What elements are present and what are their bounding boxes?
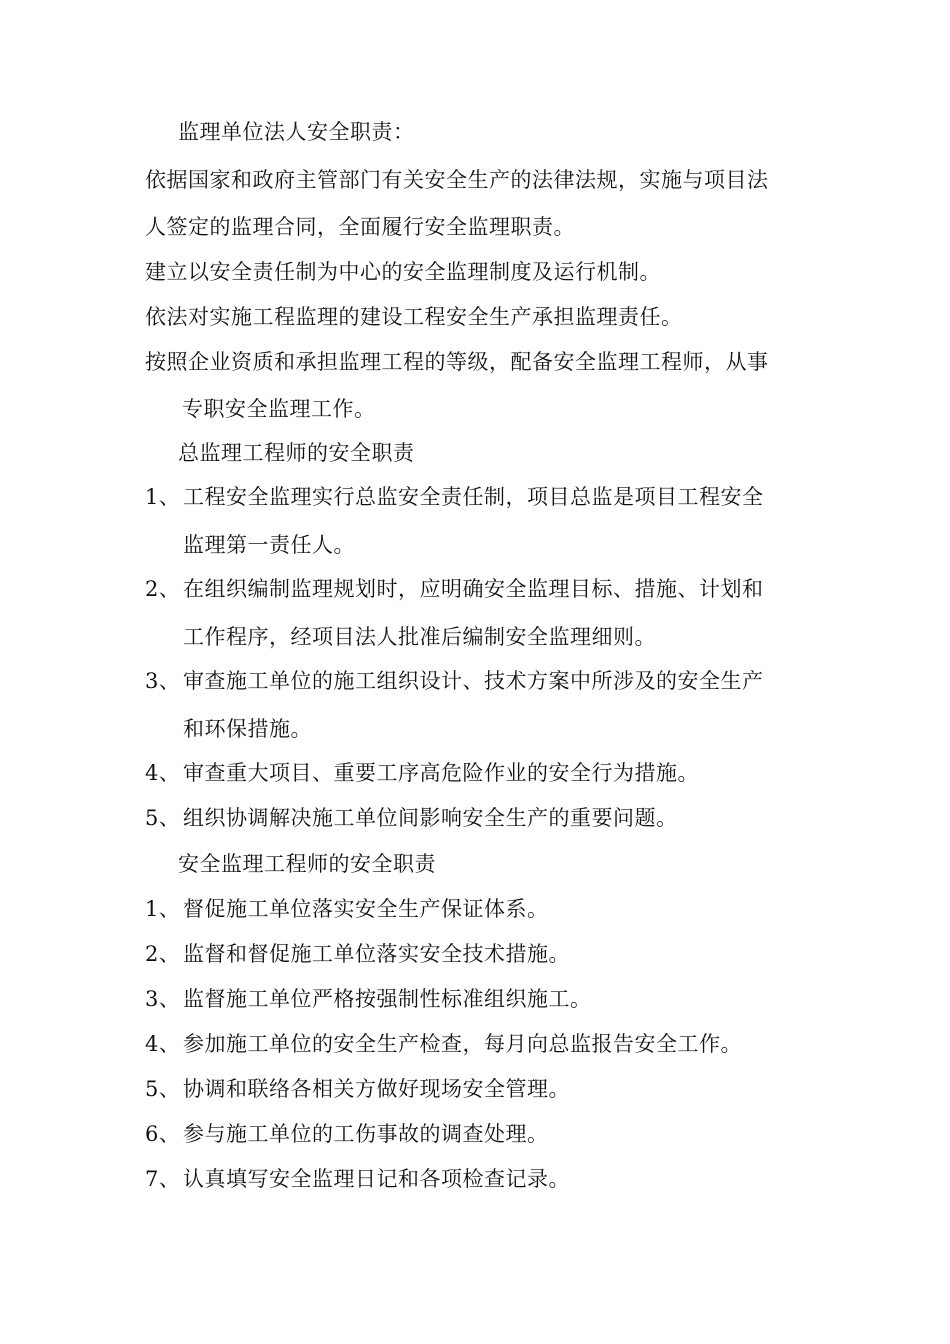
list-number: 3、	[145, 669, 181, 693]
list-item-text: 审查重大项目、重要工序高危险作业的安全行为措施。	[183, 761, 699, 785]
section3-item-5	[145, 1075, 570, 1103]
list-item-text: 组织协调解决施工单位间影响安全生产的重要问题。	[183, 806, 678, 830]
list-item-text: 协调和联络各相关方做好现场安全管理。	[183, 1077, 570, 1101]
list-item-text: 在组织编制监理规划时，应明确安全监理目标、措施、计划和	[183, 577, 764, 601]
section3-item-1	[145, 895, 549, 923]
section2-item-3-cont: 和环保措施。	[183, 717, 312, 741]
section3-item-7	[145, 1165, 570, 1193]
list-item-text: 督促施工单位落实安全生产保证体系。	[183, 897, 549, 921]
section2-item-2-cont: 工作程序，经项目法人批准后编制安全监理细则。	[183, 625, 656, 649]
list-item-text: 监督施工单位严格按强制性标准组织施工。	[183, 987, 592, 1011]
section1-para2: 建立以安全责任制为中心的安全监理制度及运行机制。	[145, 260, 661, 284]
section1-para1-line1: 依据国家和政府主管部门有关安全生产的法律法规，实施与项目法	[145, 168, 769, 192]
list-item-text: 审查施工单位的施工组织设计、技术方案中所涉及的安全生产	[183, 669, 764, 693]
list-number: 3、	[145, 987, 181, 1011]
section3-item-3	[145, 985, 592, 1013]
list-number: 4、	[145, 761, 181, 785]
list-item-text: 认真填写安全监理日记和各项检查记录。	[183, 1167, 570, 1191]
section2-item-5	[145, 804, 678, 832]
list-number: 7、	[145, 1167, 181, 1191]
section3-item-4	[145, 1030, 742, 1058]
list-number: 6、	[145, 1122, 181, 1146]
list-number: 2、	[145, 577, 181, 601]
list-item-text: 参与施工单位的工伤事故的调查处理。	[183, 1122, 549, 1146]
section1-para1-line2: 人签定的监理合同，全面履行安全监理职责。	[145, 215, 575, 239]
list-item-text: 监督和督促施工单位落实安全技术措施。	[183, 942, 570, 966]
list-number: 1、	[145, 485, 181, 509]
section2-item-4	[145, 759, 699, 787]
list-item-text: 参加施工单位的安全生产检查，每月向总监报告安全工作。	[183, 1032, 742, 1056]
section2-item-1-cont: 监理第一责任人。	[183, 533, 355, 557]
list-number: 2、	[145, 942, 181, 966]
section1-heading: 监理单位法人安全职责：	[178, 120, 415, 144]
section1-para4-line1: 按照企业资质和承担监理工程的等级，配备安全监理工程师，从事	[145, 350, 769, 374]
section2-item-2	[145, 575, 764, 603]
section3-item-2	[145, 940, 570, 968]
section3-heading: 安全监理工程师的安全职责	[178, 852, 436, 876]
section2-item-1	[145, 483, 764, 511]
list-number: 1、	[145, 897, 181, 921]
section1-para4-line2: 专职安全监理工作。	[182, 397, 376, 421]
section1-para3: 依法对实施工程监理的建设工程安全生产承担监理责任。	[145, 305, 683, 329]
section3-item-6	[145, 1120, 549, 1148]
list-number: 5、	[145, 806, 181, 830]
list-number: 5、	[145, 1077, 181, 1101]
list-number: 4、	[145, 1032, 181, 1056]
list-item-text: 工程安全监理实行总监安全责任制，项目总监是项目工程安全	[183, 485, 764, 509]
section2-heading: 总监理工程师的安全职责	[178, 441, 415, 465]
section2-item-3	[145, 667, 764, 695]
